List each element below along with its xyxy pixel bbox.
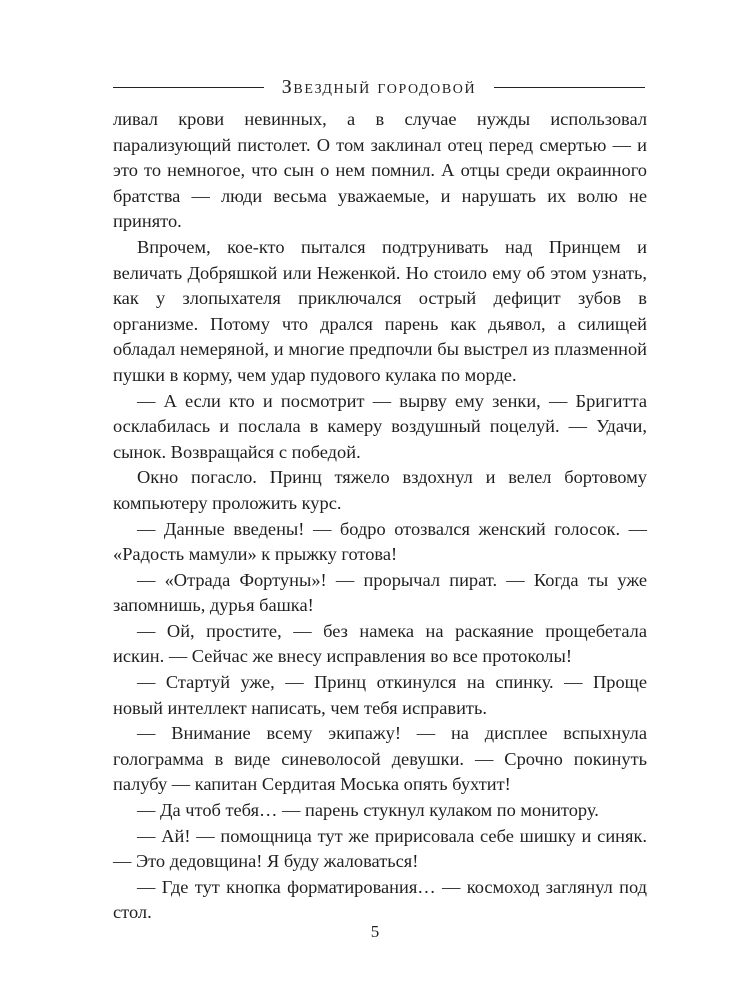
paragraph: — Ай! — помощница тут же пририсовала себе шишку и синяк. — Это дедовщина! Я буду жаловаться!: [113, 825, 647, 872]
paragraph: — А если кто и посмотрит — вырву ему зенки, — Бригитта осклабилась и послала в камеру воздушный поцелуй. — Удачи, сынок. Возвращайся с победой.: [113, 390, 647, 462]
header-title: Звездный городовой: [281, 75, 477, 98]
paragraph: — Да чтоб тебя… — парень стукнул кулаком по монитору.: [137, 800, 599, 821]
paragraph: ливал крови невинных, а в случае нужды использовал парализующий пистолет. О том заклинал отец перед смертью — и это то немногое, что сын о нем помнил. А отцы среди окраинного братства — люди весьма уважаемые, и нарушать их волю не принято.: [113, 109, 647, 232]
paragraph: — Ой, простите, — без намека на раскаяние прощебетала искин. — Сейчас же внесу исправления во все протоколы!: [113, 620, 647, 667]
paragraph: Впрочем, кое-кто пытался подтрунивать над Принцем и величать Добряшкой или Неженкой. Но стоило ему об этом узнать, как у злопыхателя приключался острый дефицит зубов в организме. Потому что дрался парень как дьявол, а силищей обладал немеряной, и многие предпочли бы выстрел из плазменной пушки в корму, чем удар пудового кулака по морде.: [113, 236, 647, 385]
paragraph: — Где тут кнопка форматирования… — космоход заглянул под стол.: [113, 876, 647, 923]
body-text: [113, 107, 647, 926]
paragraph: — Данные введены! — бодро отозвался женский голосок. — «Радость мамули» к прыжку готова!: [113, 518, 647, 565]
header-rule-left: [113, 87, 264, 88]
paragraph: — Внимание всему экипажу! — на дисплее вспыхнула голограмма в виде синеволосой девушки. — Срочно покинуть палубу — капитан Сердитая Моська опять бухтит!: [113, 723, 647, 795]
paragraph: — Стартуй уже, — Принц откинулся на спинку. — Проще новый интеллект написать, чем тебя исправить.: [113, 672, 647, 718]
paragraph: Окно погасло. Принц тяжело вздохнул и велел бортовому компьютеру проложить курс.: [113, 467, 647, 513]
paragraph: — «Отрада Фортуны»! — прорычал пират. — Когда ты уже запомнишь, дурья башка!: [113, 569, 647, 616]
page-number: 5: [370, 922, 380, 941]
header-rule-right: [494, 87, 645, 88]
running-header: [113, 70, 645, 104]
